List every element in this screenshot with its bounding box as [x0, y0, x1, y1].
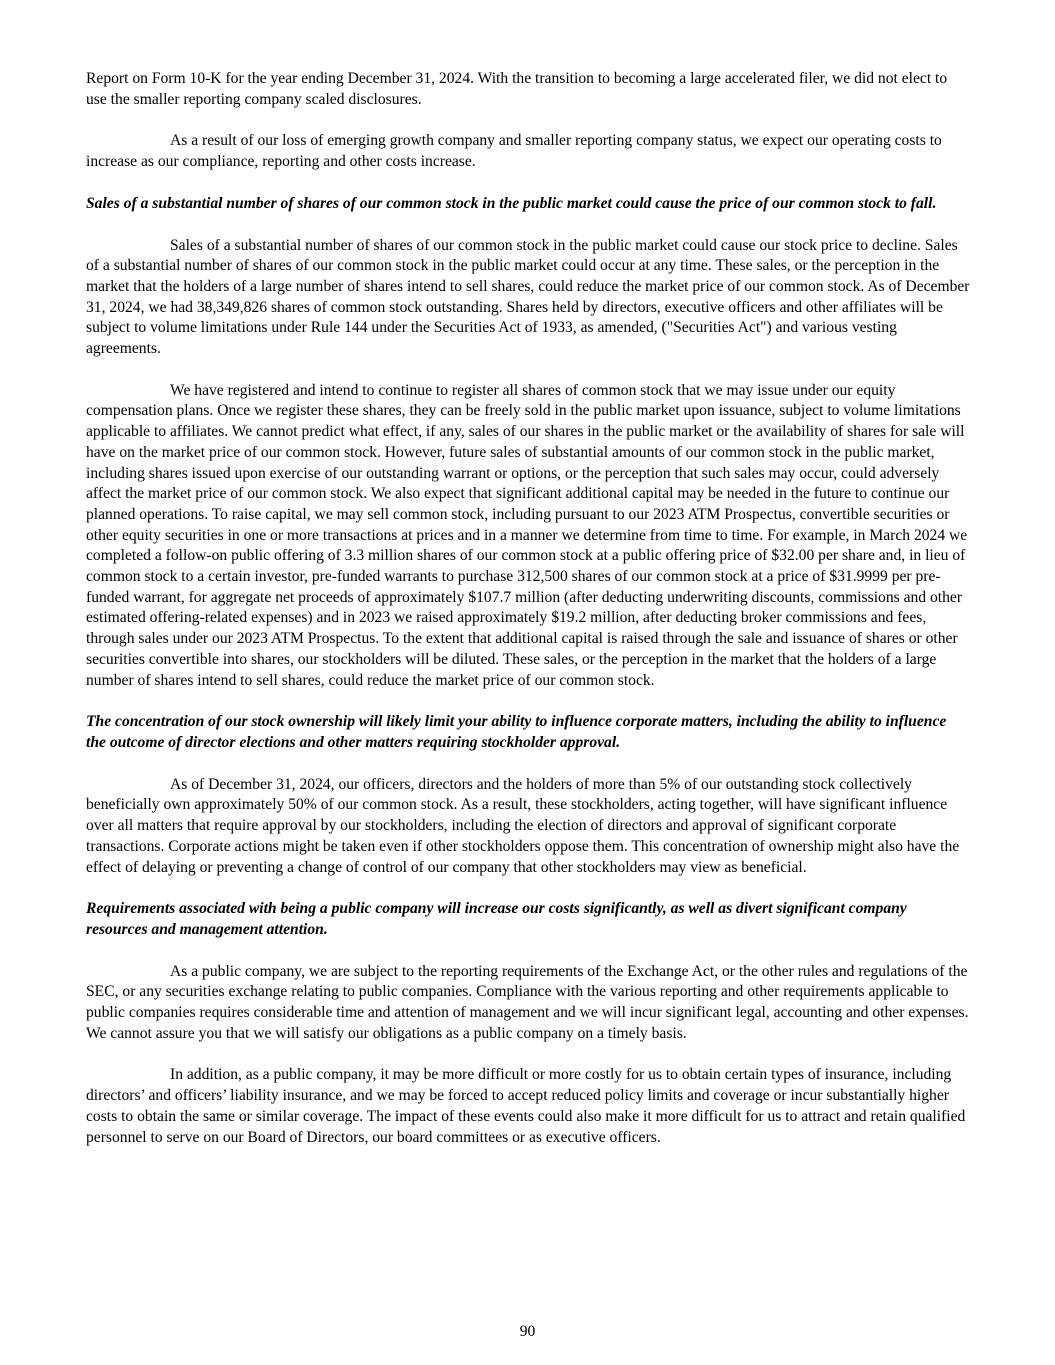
body-paragraph: As a result of our loss of emerging growth company and smaller reporting company status, we expect our operating costs to increase as our compliance, reporting and other costs increase.	[86, 132, 942, 171]
body-paragraph: Sales of a substantial number of shares of our common stock in the public market could cause our stock price to decline. Sales of a substantial number of shares of our common stock in the public market could occur at any time. These sales, or the perception in the market that the holders of a large number of shares intend to sell shares, could reduce the market price of our common stock. As of December 31, 2024, we had 38,349,826 shares of common stock outstanding. Shares held by directors, executive officers and other affiliates will be subject to volume limitations under Rule 144 under the Securities Act of 1933, as amended, ("Securities Act") and various vesting agreements.	[86, 236, 970, 358]
risk-factor-heading: Sales of a substantial number of shares of our common stock in the public market could cause the price of our common stock to fall.	[86, 194, 937, 212]
risk-factor-heading: The concentration of our stock ownership will likely limit your ability to influence corporate matters, including the ability to influence the outcome of director elections and other matters requiring stockholder approval.	[86, 713, 947, 751]
body-paragraph: As of December 31, 2024, our officers, directors and the holders of more than 5% of our outstanding stock collectively beneficially own approximately 50% of our common stock. As a result, these stockholders, acting together, will have significant influence over all matters that require approval by our stockholders, including the election of directors and approval of significant corporate transactions. Corporate actions might be taken even if other stockholders oppose them. This concentration of ownership might also have the effect of delaying or preventing a change of control of our company that other stockholders may view as beneficial.	[86, 775, 960, 876]
body-paragraph: In addition, as a public company, it may be more difficult or more costly for us to obtain certain types of insurance, including directors’ and officers’ liability insurance, and we may be forced to accept reduced policy limits and coverage or incur substantially higher costs to obtain the same or similar coverage. The impact of these events could also make it more difficult for us to attract and retain qualified personnel to serve on our Board of Directors, our board committees or as executive officers.	[86, 1066, 966, 1146]
body-paragraph: As a public company, we are subject to the reporting requirements of the Exchange Act, or the other rules and regulations of the SEC, or any securities exchange relating to public companies. Compliance with the various reporting and other requirements applicable to public companies requires considerable time and attention of management and we will incur significant legal, accounting and other expenses. We cannot assure you that we will satisfy our obligations as a public company on a timely basis.	[86, 962, 969, 1042]
body-paragraph: We have registered and intend to continue to register all shares of common stock that we may issue under our equity compensation plans. Once we register these shares, they can be freely sold in the public market upon issuance, subject to volume limitations applicable to affiliates. We cannot predict what effect, if any, sales of our shares in the public market or the availability of shares for sale will have on the market price of our common stock. However, future sales of substantial amounts of our common stock in the public market, including shares issued upon exercise of our outstanding warrant or options, or the perception that such sales may occur, could adversely affect the market price of our common stock. We also expect that significant additional capital may be needed in the future to continue our planned operations. To raise capital, we may sell common stock, including pursuant to our 2023 ATM Prospectus, convertible securities or other equity securities in one or more transactions at prices and in a manner we determine from time to time. For example, in March 2024 we completed a follow-on public offering of 3.3 million shares of our common stock at a public offering price of $32.00 per share and, in lieu of common stock to a certain investor, pre-funded warrants to purchase 312,500 shares of our common stock at a price of $31.9999 per pre-funded warrant, for aggregate net proceeds of approximately $107.7 million (after deducting underwriting discounts, commissions and other estimated offering-related expenses) and in 2023 we raised approximately $19.2 million, after deducting broker commissions and fees, through sales under our 2023 ATM Prospectus. To the extent that additional capital is raised through the sale and issuance of shares or other securities convertible into shares, our stockholders will be diluted. These sales, or the perception in the market that the holders of a large number of shares intend to sell shares, could reduce the market price of our common stock.	[86, 381, 968, 689]
continuation-paragraph: Report on Form 10-K for the year ending December 31, 2024. With the transition to becoming a large accelerated filer, we did not elect to use the smaller reporting company scaled disclosures.	[86, 70, 948, 108]
document-page	[86, 69, 970, 1169]
risk-factor-heading: Requirements associated with being a public company will increase our costs significantly, as well as divert significant company resources and management attention.	[86, 900, 907, 938]
page-number: 90	[519, 1323, 536, 1340]
